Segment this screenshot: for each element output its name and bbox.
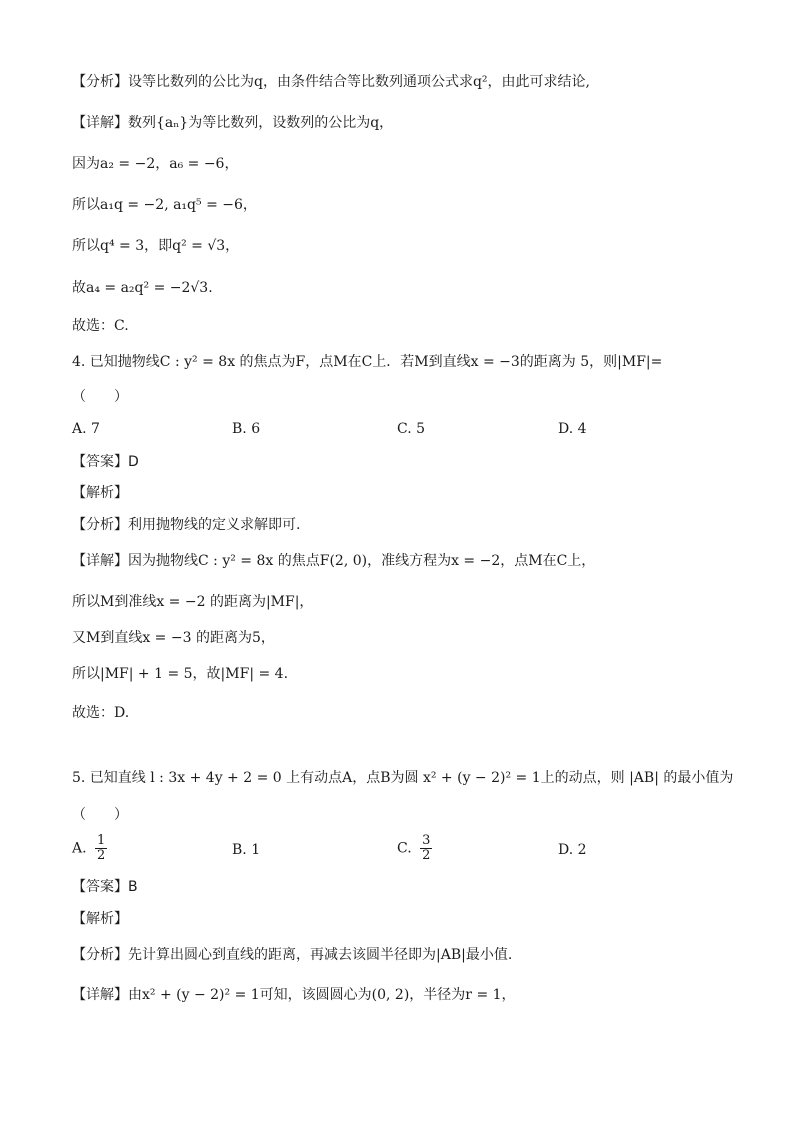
text-line: 故选：C. <box>72 318 129 334</box>
answer-label: 【答案】D <box>72 454 139 470</box>
text-line: 所以q⁴ = 3，即q² = √3， <box>72 238 240 254</box>
option-b: B. 6 <box>232 421 261 437</box>
text-line: 【分析】设等比数列的公比为q，由条件结合等比数列通项公式求q²，由此可求结论, <box>72 74 590 90</box>
answer-label: 【答案】B <box>72 879 138 895</box>
question-5-stem: 5. 已知直线 l : 3x + 4y + 2 = 0 上有动点A，点B为圆 x² + (y − 2)² = 1上的动点，则 |AB| 的最小值为 <box>72 770 734 786</box>
question-5-paren: （ ） <box>72 807 128 823</box>
text-line: 【分析】利用抛物线的定义求解即可. <box>72 517 301 533</box>
option-c-fraction <box>420 834 432 863</box>
analysis-label: 【解析】 <box>72 911 128 927</box>
option-a: A. 7 <box>72 421 100 437</box>
question-5-options <box>72 834 722 866</box>
text-line: 【详解】因为抛物线C : y² = 8x 的焦点F(2, 0)，准线方程为x = −2，点M在C上， <box>72 553 596 569</box>
option-c-label: C. <box>397 840 412 857</box>
fraction-numerator: 1 <box>97 833 106 848</box>
analysis-label: 【解析】 <box>72 485 128 501</box>
text-line: 故a₄ = a₂q² = −2√3. <box>72 280 213 296</box>
text-line: 所以M到准线x = −2 的距离为|MF|， <box>72 594 314 610</box>
option-a <box>72 834 107 863</box>
fraction-denominator: 2 <box>422 848 431 863</box>
text-line: 所以a₁q = −2, a₁q⁵ = −6， <box>72 197 257 213</box>
question-4-stem: 4. 已知抛物线C : y² = 8x 的焦点为F，点M在C上．若M到直线x = −3的距离为 5，则|MF|= <box>72 354 663 370</box>
option-d: D. 4 <box>558 421 587 437</box>
text-line: 【详解】数列{aₙ}为等比数列，设数列的公比为q， <box>72 115 394 131</box>
text-line: 因为a₂ = −2，a₆ = −6， <box>72 156 239 172</box>
option-c <box>397 834 432 863</box>
option-a-label: A. <box>72 840 87 857</box>
text-line: 所以|MF| + 1 = 5，故|MF| = 4. <box>72 666 289 682</box>
question-4-paren: （ ） <box>72 389 128 405</box>
text-line: 又M到直线x = −3 的距离为5， <box>72 630 275 646</box>
fraction-numerator: 3 <box>422 833 431 848</box>
question-4-options <box>72 421 722 453</box>
option-d: D. 2 <box>558 842 587 858</box>
text-line: 故选：D. <box>72 705 130 721</box>
option-a-fraction <box>95 834 107 863</box>
text-line: 【详解】由x² + (y − 2)² = 1可知，该圆圆心为(0, 2)，半径为r = 1， <box>72 987 516 1003</box>
option-b: B. 1 <box>232 842 261 858</box>
text-line: 【分析】先计算出圆心到直线的距离，再减去该圆半径即为|AB|最小值. <box>72 947 513 963</box>
option-c: C. 5 <box>397 421 426 437</box>
fraction-denominator: 2 <box>97 848 106 863</box>
